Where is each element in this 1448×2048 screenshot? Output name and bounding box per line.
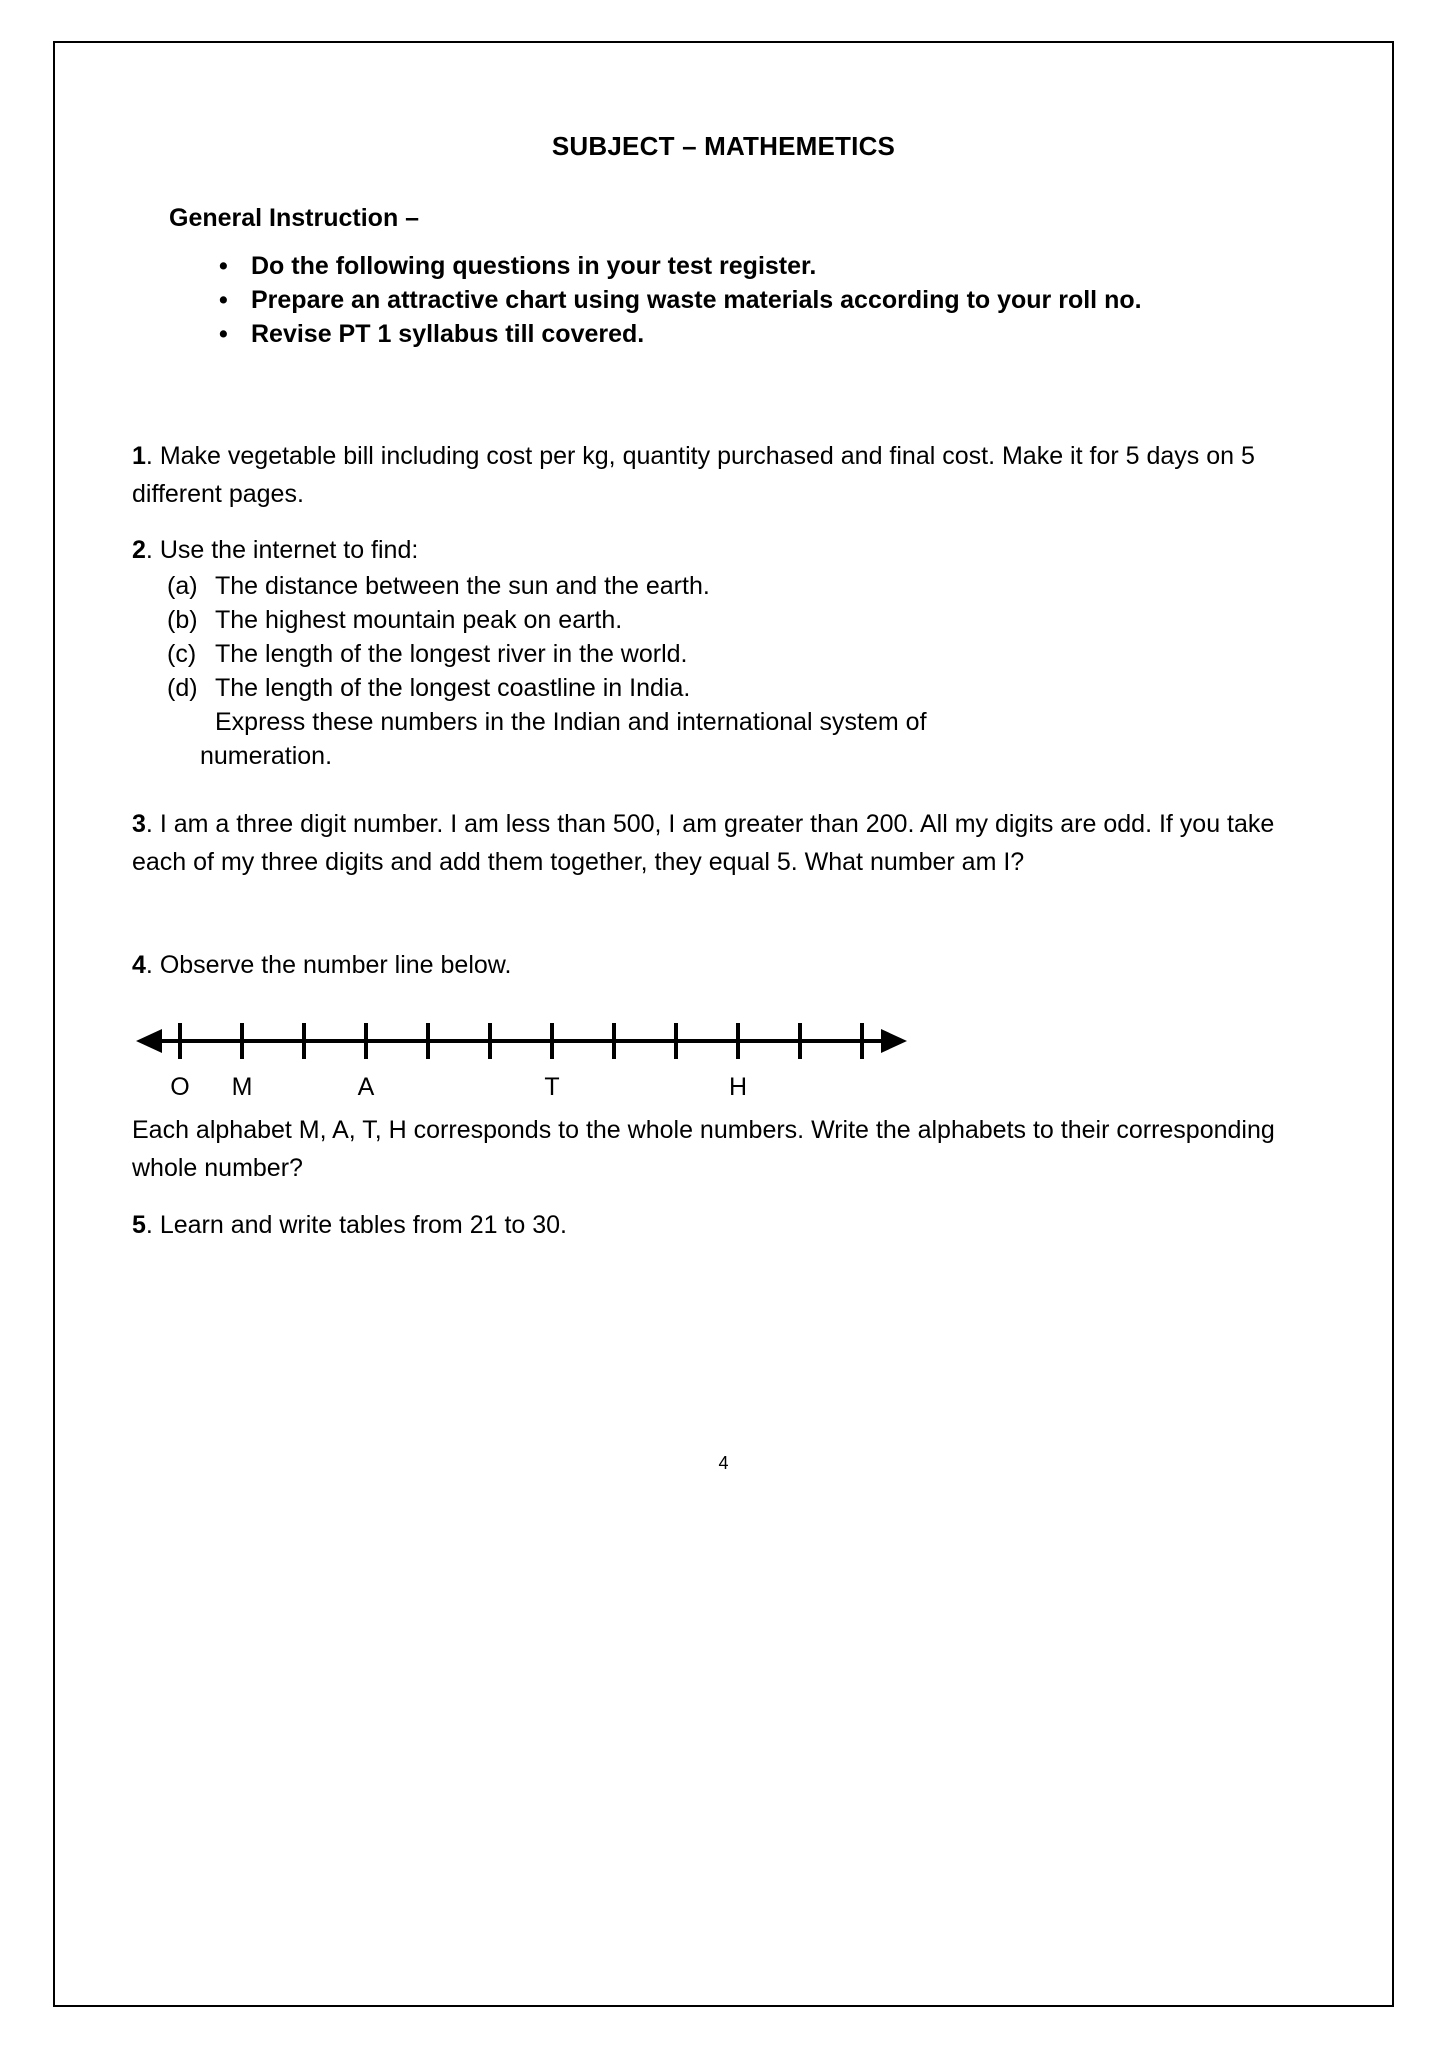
question-number: 1 xyxy=(132,442,146,470)
question-2-note-continuation: numeration. xyxy=(200,742,333,770)
bullet-icon: • xyxy=(219,286,228,314)
general-instruction-list xyxy=(193,249,1153,351)
list-item xyxy=(193,249,1153,283)
subitem-label: (d) xyxy=(167,674,198,702)
subitem-text: The length of the longest river in the world. xyxy=(215,640,688,668)
number-line-svg xyxy=(132,1001,922,1111)
question-2 xyxy=(132,531,1312,773)
question-1 xyxy=(132,437,1312,513)
subitem-label: (c) xyxy=(167,640,197,668)
bullet-icon: • xyxy=(219,252,228,280)
general-instruction-heading: General Instruction – xyxy=(169,204,420,232)
question-4 xyxy=(132,946,1312,984)
list-item xyxy=(193,283,1153,317)
list-item xyxy=(132,671,1312,705)
bullet-icon: • xyxy=(219,320,228,348)
question-number: 4 xyxy=(132,951,146,979)
question-2-subitems xyxy=(132,569,1312,705)
question-text: Observe the number line below. xyxy=(159,951,512,979)
subitem-text: The highest mountain peak on earth. xyxy=(215,606,623,634)
question-text: Use the internet to find: xyxy=(159,536,419,564)
number-line-label-a: A xyxy=(357,1073,375,1101)
page-content xyxy=(53,41,1394,2007)
question-2-note: Express these numbers in the Indian and international system of xyxy=(215,708,927,736)
question-text: Each alphabet M, A, T, H corresponds to the whole numbers. Write the alphabets to their corresponding whole number? xyxy=(132,1116,1275,1182)
list-item-label: Revise PT 1 syllabus till covered. xyxy=(251,320,645,348)
list-item xyxy=(132,603,1312,637)
arrow-right-icon xyxy=(881,1029,907,1053)
subitem-text: The length of the longest coastline in India. xyxy=(215,674,691,702)
list-item-label: Prepare an attractive chart using waste materials according to your roll no. xyxy=(251,286,1142,314)
subitem-label: (a) xyxy=(167,572,198,600)
subitem-label: (b) xyxy=(167,606,198,634)
question-separator: . xyxy=(145,1211,160,1239)
question-number: 5 xyxy=(132,1211,146,1239)
number-line-label-h: H xyxy=(728,1073,748,1101)
number-line-label-t: T xyxy=(544,1073,560,1101)
list-item xyxy=(132,569,1312,603)
page-title: SUBJECT – MATHEMETICS xyxy=(551,131,896,161)
page-number: 4 xyxy=(718,1453,729,1473)
question-4-followup xyxy=(132,1111,1312,1187)
list-item-label: Do the following questions in your test register. xyxy=(251,252,817,280)
number-line-label-o: O xyxy=(170,1073,190,1101)
question-text: I am a three digit number. I am less than 500, I am greater than 200. All my digits are odd. If you take each of my three digits and add them together, they equal 5. What number am I? xyxy=(132,810,1275,876)
question-separator: . xyxy=(145,951,160,979)
list-item xyxy=(193,317,1153,351)
arrow-left-icon xyxy=(136,1029,162,1053)
subitem-text: The distance between the sun and the earth. xyxy=(215,572,710,600)
number-line-label-m: M xyxy=(231,1073,253,1101)
list-item xyxy=(132,637,1312,671)
question-separator: . xyxy=(145,536,160,564)
question-text: Make vegetable bill including cost per kg, quantity purchased and final cost. Make it for 5 days on 5 different pages. xyxy=(132,442,1255,508)
question-separator: . xyxy=(145,442,160,470)
question-5 xyxy=(132,1206,1312,1244)
question-separator: . xyxy=(145,810,160,838)
question-number: 2 xyxy=(132,536,146,564)
question-3 xyxy=(132,805,1312,881)
number-line-figure xyxy=(132,1001,932,1111)
question-number: 3 xyxy=(132,810,146,838)
question-text: Learn and write tables from 21 to 30. xyxy=(159,1211,567,1239)
question-stem xyxy=(132,531,1312,569)
